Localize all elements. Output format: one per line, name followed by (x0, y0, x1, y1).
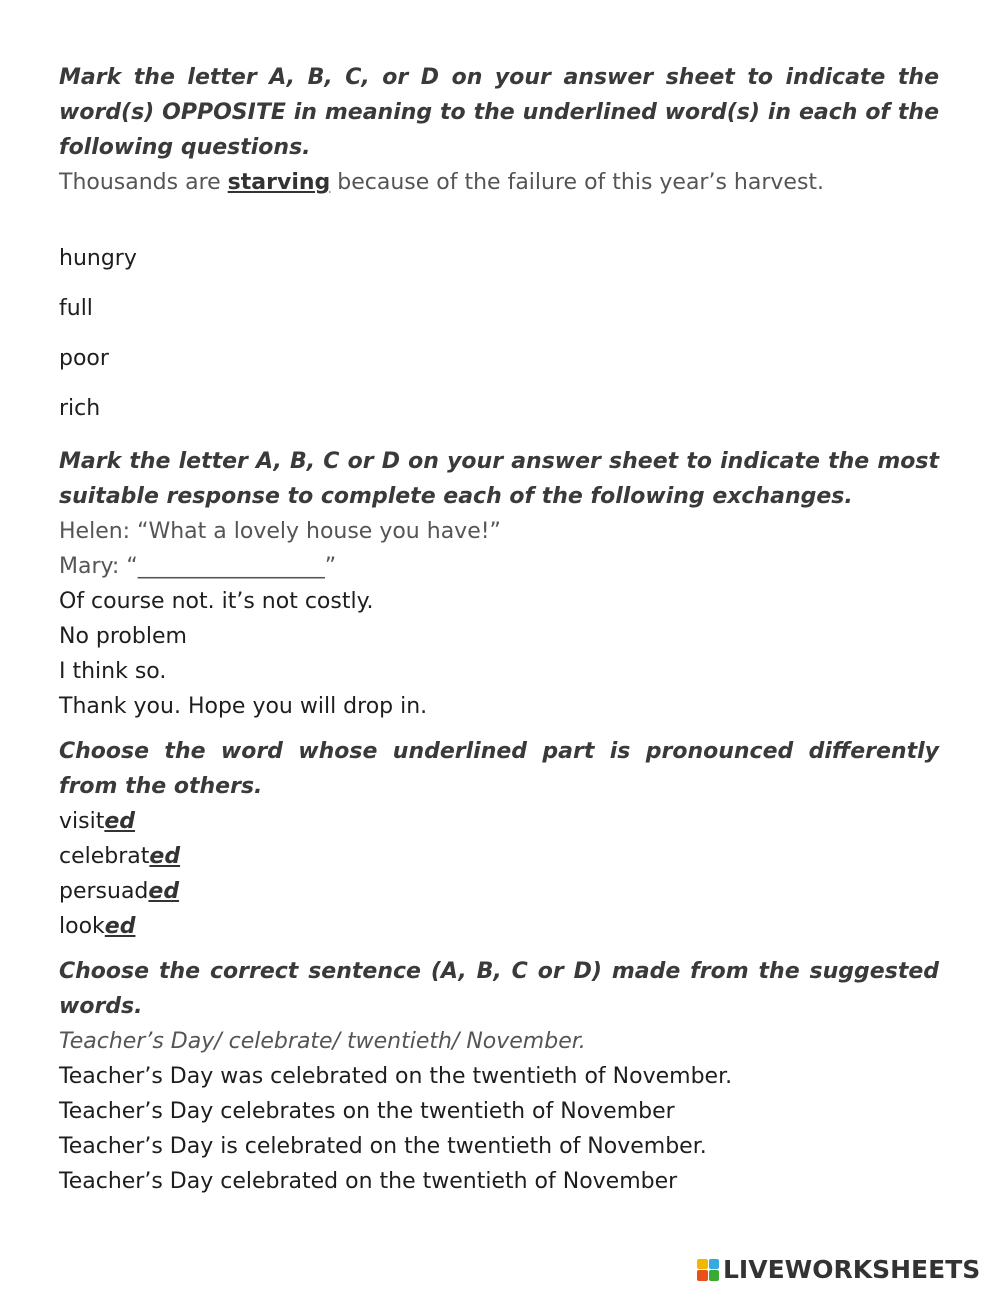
underlined-ending: ed (104, 809, 136, 834)
liveworksheets-logo (697, 1255, 980, 1284)
dialogue-line-helen: Helen: “What a lovely house you have!” (59, 519, 501, 544)
answer-option-b[interactable]: No problem (59, 624, 187, 649)
word-stem: visit (59, 809, 105, 834)
stem-text: Thousands are (59, 170, 228, 195)
question-4 (59, 954, 939, 1199)
question-3 (59, 734, 939, 944)
answer-option-a[interactable] (59, 804, 939, 839)
answer-option-b[interactable] (59, 839, 939, 874)
answer-option-c[interactable]: I think so. (59, 659, 167, 684)
worksheet (59, 60, 939, 1209)
underlined-ending: ed (148, 879, 180, 904)
liveworksheets-logo-icon (697, 1259, 719, 1281)
question-1-stem (59, 165, 939, 200)
answer-option-a[interactable]: hungry (59, 246, 137, 271)
underlined-word: starving (227, 170, 331, 195)
answer-option-d[interactable]: Thank you. Hope you will drop in. (59, 694, 428, 719)
dialogue-line-mary: Mary: “_________________” (59, 554, 337, 579)
underlined-ending: ed (149, 844, 181, 869)
word-stem: celebrat (59, 844, 150, 869)
answer-option-c[interactable]: poor (59, 346, 109, 371)
logo-square (709, 1270, 720, 1281)
logo-square (697, 1270, 708, 1281)
logo-text: LIVEWORKSHEETS (723, 1255, 981, 1284)
question-1-options (59, 234, 939, 434)
answer-option-d[interactable]: rich (59, 396, 101, 421)
answer-option-a[interactable]: Of course not. it’s not costly. (59, 589, 374, 614)
answer-option-d[interactable] (59, 909, 939, 944)
logo-square (709, 1259, 720, 1270)
suggested-words: Teacher’s Day/ celebrate/ twentieth/ November. (59, 1029, 586, 1054)
answer-option-c[interactable]: Teacher’s Day is celebrated on the twentieth of November. (59, 1134, 707, 1159)
logo-square (697, 1259, 708, 1270)
answer-option-b[interactable]: full (59, 296, 93, 321)
question-3-instruction: Choose the word whose underlined part is pronounced differently from the others. (59, 739, 939, 799)
answer-option-d[interactable]: Teacher’s Day celebrated on the twentieth of November (59, 1169, 678, 1194)
question-2 (59, 444, 939, 724)
question-4-instruction: Choose the correct sentence (A, B, C or D) made from the suggested words. (59, 959, 939, 1019)
question-1-instruction: Mark the letter A, B, C, or D on your answer sheet to indicate the word(s) OPPOSITE in meaning to the underlined word(s) in each of the following questions. (59, 65, 939, 160)
answer-option-a[interactable]: Teacher’s Day was celebrated on the twentieth of November. (59, 1064, 733, 1089)
question-1 (59, 60, 939, 434)
word-stem: look (59, 914, 105, 939)
underlined-ending: ed (104, 914, 136, 939)
answer-option-c[interactable] (59, 874, 939, 909)
question-2-instruction: Mark the letter A, B, C or D on your answer sheet to indicate the most suitable response to complete each of the following exchanges. (59, 449, 939, 509)
word-stem: persuad (59, 879, 149, 904)
answer-option-b[interactable]: Teacher’s Day celebrates on the twentieth of November (59, 1099, 675, 1124)
stem-text: because of the failure of this year’s harvest. (330, 170, 825, 195)
